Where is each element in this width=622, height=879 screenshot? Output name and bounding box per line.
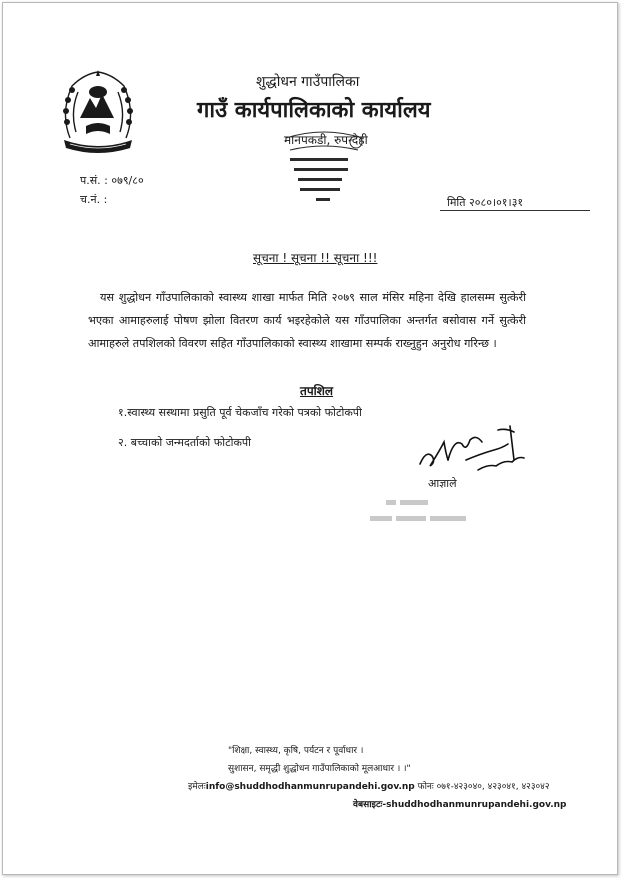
signature-label: आज्ञाले bbox=[428, 477, 457, 490]
email-address: info@shuddhodhanmunrupandehi.gov.np bbox=[205, 782, 415, 792]
footer-website: वेबसाइटः-shuddhodhanmunrupandehi.gov.np bbox=[353, 800, 567, 810]
notice-body: यस शुद्धोधन गाँउपालिकाको स्वास्थ्य शाखा मार्फत मिति २०७९ साल मंसिर महिना देखि हालसम्म सुत्केरी भएका आमाहरुलाई पोषण झोला वितरण कार्य भइरहेकोले यस गाँउपालिका अन्तर्गत बसोवास गर्ने सुत्केरी आमाहरुले तपशिलको विवरण सहित गाँउपालिकाको स्वास्थ्य शाखामा सम्पर्क राख्नुहुन अनुरोध गरिन्छ । bbox=[88, 291, 526, 350]
phone-numbers: फोनः ०७१-४२३०४०, ४२३०४१, ४२३०४२ bbox=[417, 782, 550, 792]
details-item-1: १.स्वास्थ्य सस्थामा प्रसुति पूर्व चेकजाँच गरेको पत्रको फोटोकपी bbox=[118, 406, 362, 419]
footer-slogan-line-2: सुशासन, समृद्धी शुद्धोधन गाउँपालिकाको मूलआधार । ।" bbox=[228, 764, 411, 774]
footer-slogan-line-1: "शिक्षा, स्वास्थ्य, कृषि, पर्यटन र पूर्वाधार । bbox=[228, 746, 364, 756]
notice-heading: सूचना ! सूचना !! सूचना !!! bbox=[253, 251, 378, 265]
nepal-emblem-icon bbox=[56, 68, 140, 156]
reference-number: प.सं. : ०७९/८० bbox=[80, 174, 144, 187]
footer-contact-line bbox=[188, 779, 550, 792]
dispatch-number: च.नं. : bbox=[80, 193, 108, 206]
handwritten-signature bbox=[418, 420, 528, 478]
faded-signer-details bbox=[370, 498, 480, 528]
office-name: शुद्धोधन गाउँपालिका bbox=[256, 74, 360, 90]
details-item-2: २. बच्चाको जन्मदर्ताको फोटोकपी bbox=[118, 436, 252, 449]
email-label: इमेलः bbox=[188, 782, 206, 792]
office-title: गाउँ कार्यपालिकाको कार्यालय bbox=[197, 98, 431, 123]
date-underline bbox=[440, 210, 590, 211]
details-heading: तपशिल bbox=[300, 384, 334, 398]
office-stamp-icon bbox=[268, 128, 380, 208]
letter-date: मिति २०८०।०१।३१ bbox=[447, 196, 524, 209]
office-location: मानपकडी, रुपन्देही bbox=[284, 133, 368, 147]
